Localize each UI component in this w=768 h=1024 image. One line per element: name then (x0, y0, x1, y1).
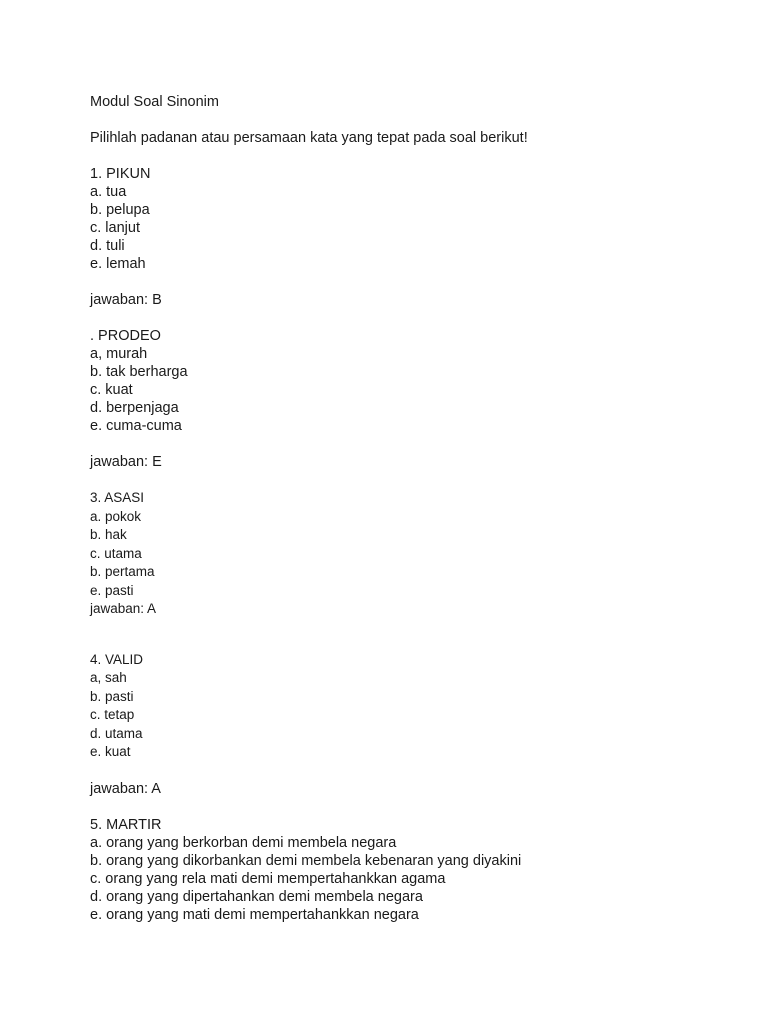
question-2 (90, 327, 750, 471)
question-heading: 5. MARTIR (90, 816, 162, 833)
question-heading: 1. PIKUN (90, 166, 151, 182)
spacer (90, 111, 750, 129)
option-e: e. cuma-cuma (90, 418, 182, 434)
option-a: a. pokok (90, 508, 142, 524)
question-1 (90, 165, 750, 309)
document-page (90, 93, 750, 924)
option-a: a, sah (90, 670, 127, 685)
spacer (90, 273, 750, 291)
option-b: b. pasti (90, 688, 134, 704)
option-c: c. lanjut (90, 220, 140, 236)
option-b: b. tak berharga (90, 364, 188, 380)
option-e: e. pasti (90, 582, 134, 598)
option-e: e. lemah (90, 256, 146, 272)
option-e: e. kuat (90, 744, 131, 759)
option-b: b. hak (90, 527, 127, 542)
option-d: d. utama (90, 725, 143, 741)
document-title: Modul Soal Sinonim (90, 94, 219, 110)
answer-text: jawaban: A (90, 780, 161, 797)
answer-text: jawaban: A (90, 601, 157, 616)
question-5 (90, 816, 750, 924)
instruction-text: Pilihlah padanan atau persamaan kata yang tepat pada soal berikut! (90, 130, 528, 146)
option-c: c. tetap (90, 707, 135, 722)
option-d: d. berpenjaga (90, 400, 179, 416)
spacer (90, 309, 750, 327)
spacer (90, 147, 750, 165)
spacer (90, 762, 750, 780)
option-d: d. orang yang dipertahankan demi membela negara (90, 888, 423, 905)
option-b: b. pelupa (90, 202, 150, 218)
option-c: c. utama (90, 545, 142, 561)
spacer (90, 798, 750, 816)
option-a: a. tua (90, 184, 127, 200)
question-4 (90, 651, 750, 762)
option-b: b. orang yang dikorbankan demi membela kebenaran yang diyakini (90, 852, 522, 869)
spacer (90, 619, 750, 651)
option-d: b. pertama (90, 564, 155, 579)
option-a: a, murah (90, 346, 148, 362)
spacer (90, 471, 750, 489)
question-heading: 4. VALID (90, 651, 144, 667)
answer-text: jawaban: B (90, 292, 162, 308)
option-c: c. orang yang rela mati demi mempertahankkan agama (90, 870, 446, 887)
answer-text: jawaban: E (90, 454, 162, 470)
question-heading: 3. ASASI (90, 490, 145, 505)
question-3 (90, 489, 750, 619)
option-c: c. kuat (90, 382, 133, 398)
question-heading: . PRODEO (90, 328, 161, 344)
option-d: d. tuli (90, 238, 125, 254)
option-a: a. orang yang berkorban demi membela negara (90, 834, 397, 851)
option-e: e. orang yang mati demi mempertahankkan negara (90, 906, 419, 923)
spacer (90, 435, 750, 453)
